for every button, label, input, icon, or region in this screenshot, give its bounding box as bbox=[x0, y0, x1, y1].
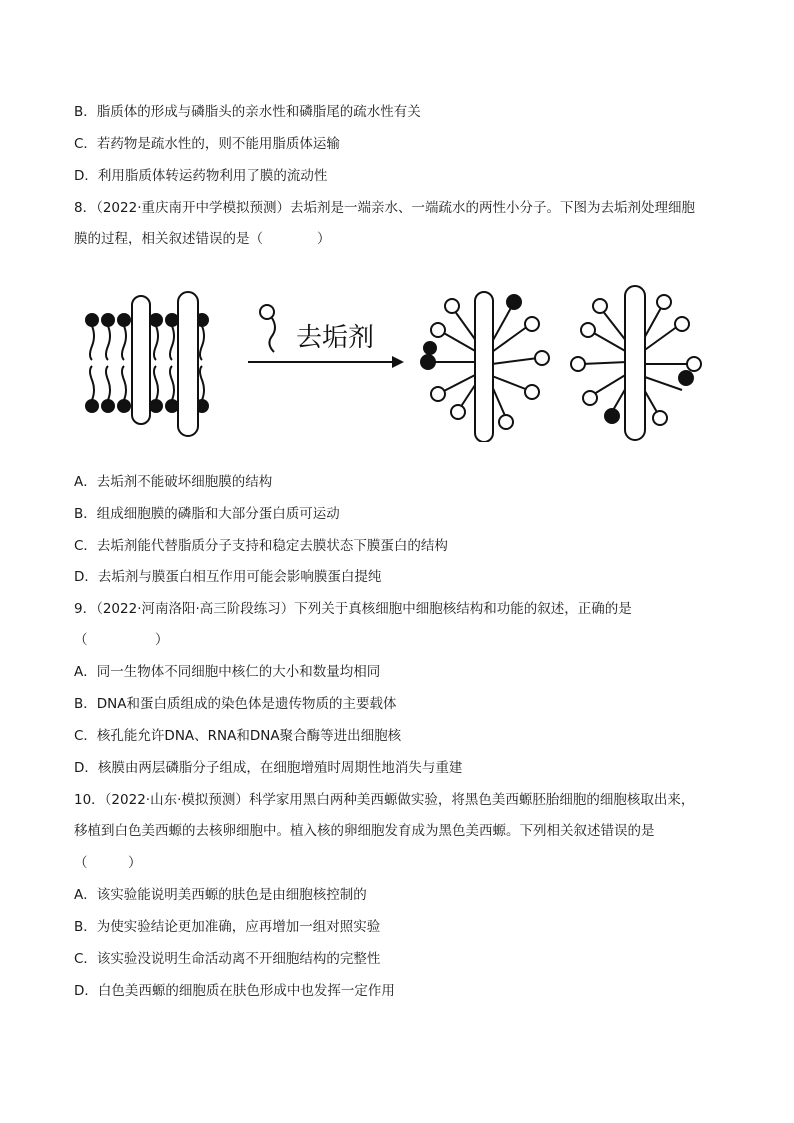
membrane-bilayer bbox=[86, 292, 208, 436]
micelle-1 bbox=[421, 292, 549, 442]
q9-option-b: B．DNA和蛋白质组成的染色体是遗传物质的主要载体 bbox=[74, 696, 397, 712]
q10-option-c: C．该实验没说明生命活动离不开细胞结构的完整性 bbox=[74, 951, 381, 967]
q9-option-d: D．核膜由两层磷脂分子组成，在细胞增殖时周期性地消失与重建 bbox=[74, 760, 463, 776]
q8-stem-line2: 膜的过程，相关叙述错误的是（ ） bbox=[74, 231, 331, 247]
q8-option-c: C．去垢剂能代替脂质分子支持和稳定去膜状态下膜蛋白的结构 bbox=[74, 538, 448, 554]
q7-option-b: B．脂质体的形成与磷脂头的亲水性和磷脂尾的疏水性有关 bbox=[74, 104, 421, 120]
q8-stem-line1: 8．（2022·重庆南开中学模拟预测）去垢剂是一端亲水、一端疏水的两性小分子。下图为去垢剂处理细胞 bbox=[74, 200, 695, 216]
q9-option-a: A．同一生物体不同细胞中核仁的大小和数量均相同 bbox=[74, 664, 381, 680]
q7-option-c: C．若药物是疏水性的，则不能用脂质体运输 bbox=[74, 136, 340, 152]
q9-stem-line2: （ ） bbox=[74, 632, 169, 648]
q9-stem-line1: 9．（2022·河南洛阳·高三阶段练习）下列关于真核细胞中细胞核结构和功能的叙述，正确的是 bbox=[74, 601, 632, 617]
figure-caption: 去垢剂 bbox=[296, 323, 375, 353]
q9-option-c: C．核孔能允许DNA、RNA和DNA聚合酶等进出细胞核 bbox=[74, 728, 402, 744]
detergent-arrow bbox=[248, 305, 404, 368]
q8-option-a: A．去垢剂不能破坏细胞膜的结构 bbox=[74, 474, 273, 490]
detergent-membrane-diagram bbox=[82, 282, 722, 442]
q10-option-d: D．白色美西螈的细胞质在肤色形成中也发挥一定作用 bbox=[74, 983, 395, 999]
q8-option-d: D．去垢剂与膜蛋白相互作用可能会影响膜蛋白提纯 bbox=[74, 569, 382, 585]
q7-option-d: D．利用脂质体转运药物利用了膜的流动性 bbox=[74, 168, 328, 184]
q10-stem-line2: 移植到白色美西螈的去核卵细胞中。植入核的卵细胞发育成为黑色美西螈。下列相关叙述错误的是 bbox=[74, 823, 655, 839]
q10-stem-line3: （ ） bbox=[74, 855, 142, 871]
q10-stem-line1: 10．（2022·山东·模拟预测）科学家用黑白两种美西螈做实验，将黑色美西螈胚胎细胞的细胞核取出来， bbox=[74, 792, 695, 808]
q10-option-b: B．为使实验结论更加准确，应再增加一组对照实验 bbox=[74, 919, 381, 935]
q10-option-a: A．该实验能说明美西螈的肤色是由细胞核控制的 bbox=[74, 887, 367, 903]
micelle-2 bbox=[571, 286, 701, 440]
q8-option-b: B．组成细胞膜的磷脂和大部分蛋白质可运动 bbox=[74, 506, 340, 522]
